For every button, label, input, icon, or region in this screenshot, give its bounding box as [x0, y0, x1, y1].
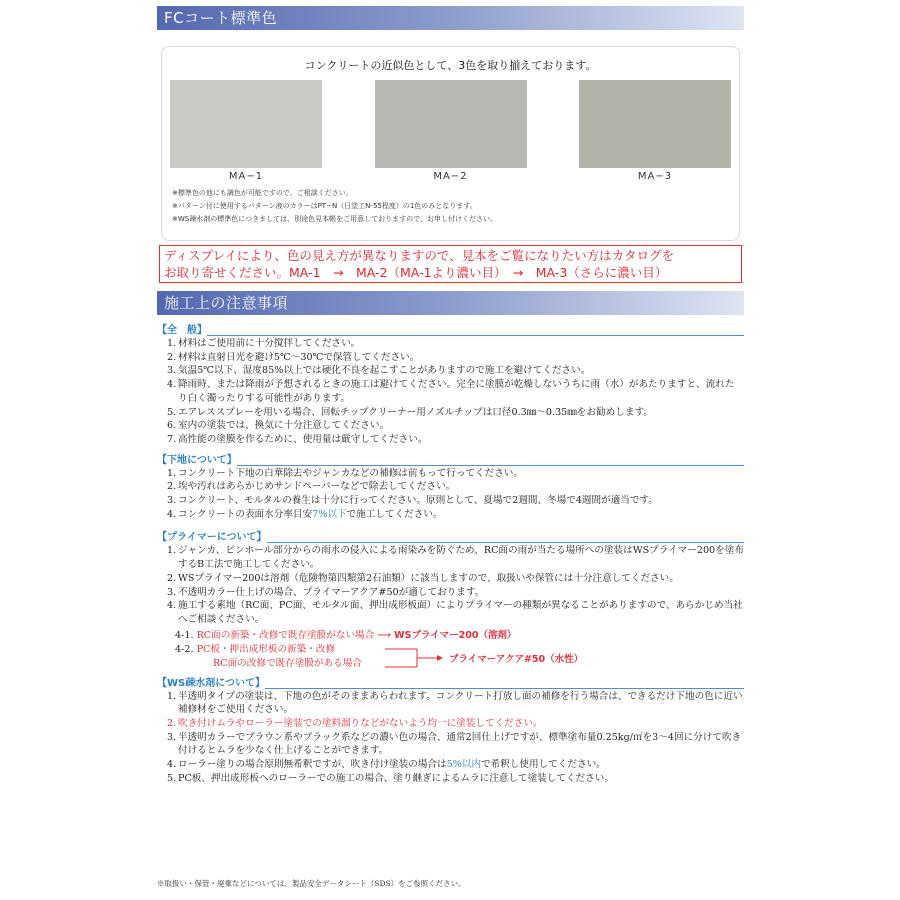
highlight-dilution: 5%以内 — [446, 759, 482, 771]
primer-list — [157, 544, 744, 672]
color-samples-panel — [161, 46, 740, 241]
list-item: 4. コンクリートの表面水分率目安7%以下で施工してください。 — [167, 508, 443, 520]
category-substrate — [157, 452, 744, 467]
swatch-ma2 — [375, 80, 527, 182]
swatch-row — [170, 80, 731, 182]
list-item: 5. PC板、押出成形板へのローラーでの施工の場合、塗り継ぎによるムラに注意して塗装してください。 — [167, 772, 614, 784]
swatch-chip — [579, 80, 731, 168]
swatch-ma3 — [579, 80, 731, 182]
list-item: 5. エアレススプレーを用いる場合、回転チップクリーナー用ノズルチップは口径0.3㎜～0.35㎜をお勧めします。 — [167, 406, 653, 418]
list-item: 1. ジャンカ、ピンホール部分からの雨水の侵入による雨染みを防ぐため、RC面の雨が当たる場所への塗装はWSプライマー200を塗布するB工法で施工してください。 — [167, 545, 744, 571]
list-item: 1. コンクリート下地の白華除去やジャンカなどの補修は前もって行ってください。 — [167, 467, 523, 479]
color-notes — [170, 187, 731, 226]
category-ws-repellent — [157, 675, 744, 690]
category-title: 【プライマーについて】 — [157, 532, 267, 544]
primer-sub-4-2: 4-2. PC板・押出成形板の新築・改修 RC面の改修で既存塗膜がある場合 プライマーアクア#50（水性） — [167, 643, 744, 673]
arrow-right-icon: ⟶ — [377, 629, 392, 641]
list-item: 3. コンクリート、モルタルの養生は十分に行ってください。原則として、夏場で2週間、冬場で4週間が適当です。 — [167, 495, 658, 507]
list-item: 2. WSプライマー200は溶剤（危険物第四類第2石油類）に該当しますので、取扱いや保管には十分注意してください。 — [167, 572, 679, 584]
color-intro-text: コンクリートの近似色として、3色を取り揃えております。 — [304, 59, 597, 72]
list-item: 3. 不透明カラー仕上げの場合、プライマーアクア#50が適しております。 — [167, 586, 485, 598]
category-title: 【全 般】 — [157, 325, 207, 336]
category-primer — [157, 529, 744, 544]
category-title: 【WS疎水剤について】 — [157, 677, 266, 689]
substrate-list — [157, 467, 744, 522]
list-item: 1. 材料はご使用前に十分撹拌してください。 — [167, 338, 361, 349]
primer-target-ws200: WSプライマー200（溶剤） — [394, 629, 517, 641]
highlight-moisture: 7%以下 — [312, 508, 347, 520]
list-item: 4. ローラー塗りの場合原則無希釈ですが、吹き付け塗装の場合は5%以内で希釈し使用してください。 — [167, 759, 606, 771]
swatch-label: MA−3 — [637, 171, 673, 182]
ws-list — [157, 690, 744, 786]
list-item: 2. 埃や汚れはあらかじめサンドペーパーなどで除去してください。 — [167, 481, 456, 493]
warning-line: お取り寄せください。MA-1 → MA-2（MA-1より濃い目） → MA-3（さらに濃い目） — [164, 265, 668, 280]
category-rule — [267, 542, 745, 543]
category-rule — [207, 335, 744, 336]
swatch-ma1 — [170, 80, 322, 182]
note: ※WS疎水剤の標準色につきましては、別途色見本帳をご用意しておりますので、お申し付けください。 — [172, 215, 497, 223]
category-general — [157, 322, 744, 337]
warning-line: ディスプレイにより、色の見え方が異なりますので、見本をご覧になりたい方はカタログを — [164, 248, 675, 263]
swatch-label: MA−1 — [228, 171, 264, 182]
section-header-cautions: 施工上の注意事項 — [157, 291, 744, 315]
category-title: 【下地について】 — [157, 454, 237, 466]
category-rule — [265, 688, 744, 689]
primer-sub-4-1: 4-1. RC面の新築・改修で既存塗膜がない場合 ⟶ WSプライマー200（溶剤） — [175, 629, 517, 641]
list-item: 6. 室内の塗装では、換気に十分注意してください。 — [167, 420, 390, 432]
section-header-standard-colors: FCコート標準色 — [157, 6, 744, 30]
list-item: 2. 材料は直射日光を避け5℃～30℃で保管してください。 — [167, 351, 420, 363]
swatch-label: MA−2 — [433, 171, 468, 182]
bracket-arrow-icon — [385, 643, 445, 673]
list-item-emphasis: 2. 吹き付けムラやローラー塗装での塗料溜りなどがないよう均一に塗装してください。 — [167, 718, 543, 730]
general-list — [157, 337, 744, 447]
note: ※標準色の他にも調色が可能ですので、ご相談ください。 — [172, 189, 353, 197]
list-item: 3. 半透明カラーでブラウン系やブラック系などの濃い色の場合、通常2回仕上げですが、標準塗布量0.25kg/㎡を3～4回に分けて吹き付けるとムラを少なく仕上げることができます。 — [167, 731, 742, 757]
primer-target-aqua50: プライマーアクア#50（水性） — [449, 653, 584, 665]
category-rule — [237, 465, 744, 466]
note: ※パターン付に使用するパターン液のカラーはPT−N（日塗工N-55程度）の1色のみとなります。 — [172, 202, 477, 210]
list-item: 3. 気温5℃以下、湿度85%以上では硬化不良を起こすことがありますので施工を避けてください。 — [167, 365, 591, 377]
swatch-chip — [375, 80, 527, 168]
list-item: 4. 施工する素地（RC面、PC面、モルタル面、押出成形板面）によりプライマーの種類が異なることがありますので、あらかじめ当社へご相談ください。 — [167, 600, 743, 625]
list-item: 4. 降雨時、または降雨が予想されるときの施工は避けてください。完全に塗膜が乾燥しないうちに雨（水）があたりますと、流れたり白く濁ったりする可能性があります。 — [167, 379, 735, 404]
list-item: 1. 半透明タイプの塗装は、下地の色がそのままあらわれます。コンクリート打放し面の補修を行う場合は、できるだけ下地の色に近い補修材をご使用ください。 — [167, 690, 743, 716]
list-item: 7. 高性能の塗膜を作るために、使用量は厳守してください。 — [167, 433, 428, 445]
sds-footer-note: ※取扱い・保管・廃棄などについては、製品安全データシート（SDS）をご参照ください。 — [157, 879, 466, 888]
document-page — [157, 0, 744, 888]
swatch-chip — [170, 80, 322, 168]
display-warning-box — [159, 245, 742, 283]
